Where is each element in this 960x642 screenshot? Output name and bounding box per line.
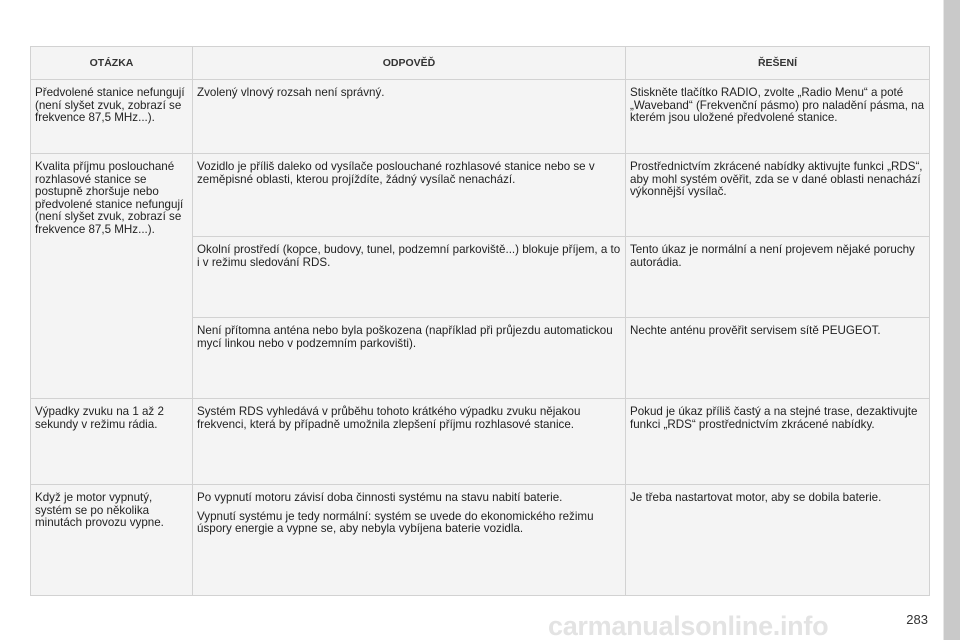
header-answer: ODPOVĚĎ (193, 47, 626, 80)
answer-cell (193, 237, 626, 318)
question-cell: Výpadky zvuku na 1 až 2 sekundy v režimu rádia. (31, 399, 193, 485)
solution-cell: Tento úkaz je normální a není projevem nějaké poruchy autorádia. (626, 237, 930, 318)
answer-cell (193, 154, 626, 237)
answer-cell (193, 485, 626, 596)
answer-text: Není přítomna anténa nebo byla poškozena (například při průjezdu automatickou mycí linkou nebo v podzemním parkovišti). (197, 324, 613, 350)
table-row (31, 154, 930, 237)
solution-cell: Nechte anténu prověřit servisem sítě PEUGEOT. (626, 318, 930, 399)
answer-text: Systém RDS vyhledává v průběhu tohoto krátkého výpadku zvuku nějakou frekvenci, která by případně umožnila zlepšení příjmu rozhlasové stanice. (197, 405, 581, 431)
answer-cell (193, 399, 626, 485)
answer-text: Vypnutí systému je tedy normální: systém se uvede do ekonomického režimu úspory energie a vypne se, aby nebyla vybíjena baterie vozidla. (197, 509, 594, 536)
question-cell: Když je motor vypnutý, systém se po několika minutách provozu vypne. (31, 485, 193, 596)
answer-text: Po vypnutí motoru závisí doba činnosti systému na stavu nabití baterie. (197, 491, 563, 504)
answer-text: Okolní prostředí (kopce, budovy, tunel, podzemní parkoviště...) blokuje příjem, a to i v režimu sledování RDS. (197, 243, 621, 269)
answer-cell (193, 318, 626, 399)
side-bar (944, 0, 960, 640)
answer-text: Zvolený vlnový rozsah není správný. (197, 86, 385, 99)
table-row (31, 80, 930, 154)
answer-cell (193, 80, 626, 154)
solution-cell: Prostřednictvím zkrácené nabídky aktivujte funkci „RDS“, aby mohl systém ověřit, zda se v dané oblasti nenachází výkonnější vysílač. (626, 154, 930, 237)
header-row (31, 47, 930, 80)
watermark: carmanualsonline.info (548, 611, 829, 641)
question-cell: Kvalita příjmu poslouchané rozhlasové stanice se postupně zhoršuje nebo předvolené stanice nefungují (není slyšet zvuk, zobrazí se frekvence 87,5 MHz...). (31, 154, 193, 399)
solution-cell: Je třeba nastartovat motor, aby se dobila baterie. (626, 485, 930, 596)
header-question: OTÁZKA (31, 47, 193, 80)
header-solution: ŘEŠENÍ (626, 47, 930, 80)
troubleshooting-table (30, 46, 930, 596)
page-number: 283 (906, 612, 928, 627)
question-cell: Předvolené stanice nefungují (není slyšet zvuk, zobrazí se frekvence 87,5 MHz...). (31, 80, 193, 154)
solution-cell: Stiskněte tlačítko RADIO, zvolte „Radio Menu“ a poté „Waveband“ (Frekvenční pásmo) pro naladění pásma, na kterém jsou uložené předvolené stanice. (626, 80, 930, 154)
table-row (31, 485, 930, 596)
solution-cell: Pokud je úkaz příliš častý a na stejné trase, dezaktivujte funkci „RDS“ prostřednictvím zkrácené nabídky. (626, 399, 930, 485)
answer-text: Vozidlo je příliš daleko od vysílače poslouchané rozhlasové stanice nebo se v zeměpisné oblasti, kterou projíždíte, žádný vysílač nenachází. (197, 160, 595, 186)
table-row (31, 399, 930, 485)
